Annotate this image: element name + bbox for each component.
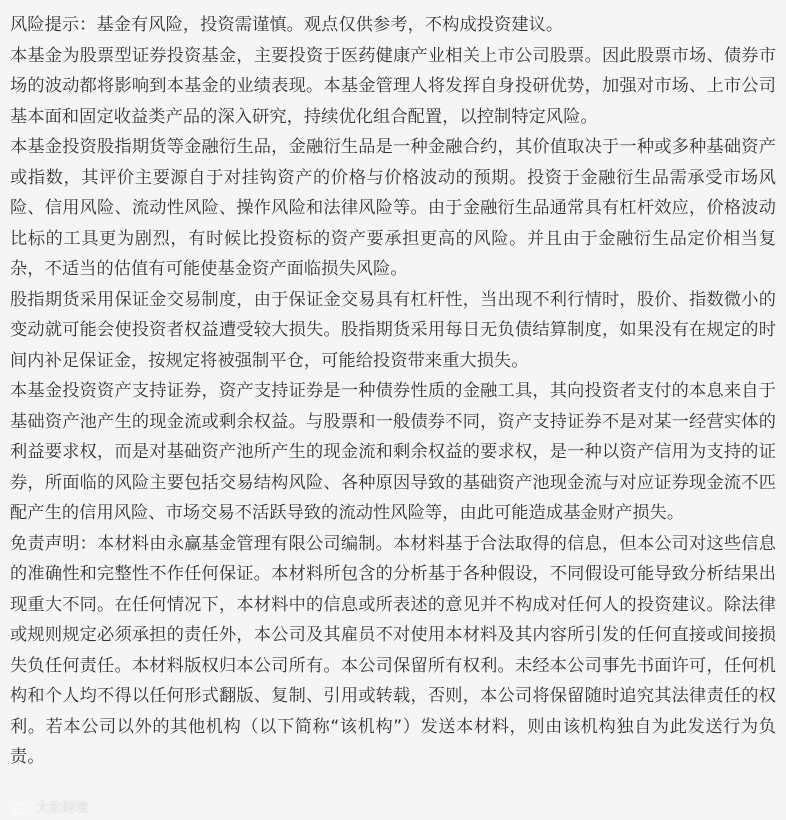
brand-logo-icon (10, 800, 32, 818)
asset-backed-securities-paragraph: 本基金投资资产支持证券，资产支持证券是一种债券性质的金融工具，其向投资者支付的本息来自于基础资产池产生的现金流或剩余权益。与股票和一般债券不同，资产支持证券不是对某一经营实体的利益要求权，而是对基础资产池所产生的现金流和剩余权益的要求权，是一种以资产信用为支持的证券，所面临的风险主要包括交易结构风险、各种原因导致的基础资产池现金流与对应证券现金流不匹配产生的信用风险、市场交易不活跃导致的流动性风险等，由此可能造成基金财产损失。 (10, 381, 776, 523)
disclaimer-paragraph: 免责声明：本材料由永赢基金管理有限公司编制。本材料基于合法取得的信息，但本公司对这些信息的准确性和完整性不作任何保证。本材料所包含的分析基于各种假设，不同假设可能导致分析结果出现重大不同。在任何情况下，本材料中的信息或所表述的意见并不构成对任何人的投资建议。除法律或规则规定必须承担的责任外，本公司及其雇员不对使用本材料及其内容所引发的任何直接或间接损失负任何责任。本材料版权归本公司所有。本公司保留所有权利。未经本公司事先书面许可，任何机构和个人均不得以任何形式翻版、复制、引用或转载，否则，本公司将保留随时追究其法律责任的权利。若本公司以外的其他机构（以下简称“该机构”）发送本材料，则由该机构独自为此发送行为负责。 (10, 533, 776, 767)
derivatives-risk-paragraph: 本基金投资股指期货等金融衍生品，金融衍生品是一种金融合约，其价值取决于一种或多种基础资产或指数，其评价主要源自于对挂钩资产的价格与价格波动的预期。投资于金融衍生品需承受市场风险、信用风险、流动性风险、操作风险和法律风险等。由于金融衍生品通常具有杠杆效应，价格波动比标的工具更为剧烈，有时候比投资标的资产要承担更高的风险。并且由于金融衍生品定价相当复杂，不适当的估值有可能使基金资产面临损失风险。 (10, 137, 776, 279)
index-futures-risk-paragraph: 股指期货采用保证金交易制度，由于保证金交易具有杠杆性，当出现不利行情时，股价、指数微小的变动就可能会使投资者权益遭受较大损失。股指期货采用每日无负债结算制度，如果没有在规定的时间内补足保证金，按规定将被强制平仓，可能给投资带来重大损失。 (10, 289, 776, 371)
disclaimer-document (10, 10, 776, 773)
watermark-text: 大敌跨境 (36, 801, 89, 816)
watermark (10, 800, 88, 818)
risk-warning-paragraph: 风险提示：基金有风险，投资需谨慎。观点仅供参考，不构成投资建议。 (10, 15, 564, 35)
fund-description-paragraph: 本基金为股票型证券投资基金，主要投资于医药健康产业相关上市公司股票。因此股票市场、债券市场的波动都将影响到本基金的业绩表现。本基金管理人将发挥自身投研优势，加强对市场、上市公司基本面和固定收益类产品的深入研究，持续优化组合配置，以控制特定风险。 (10, 45, 776, 127)
